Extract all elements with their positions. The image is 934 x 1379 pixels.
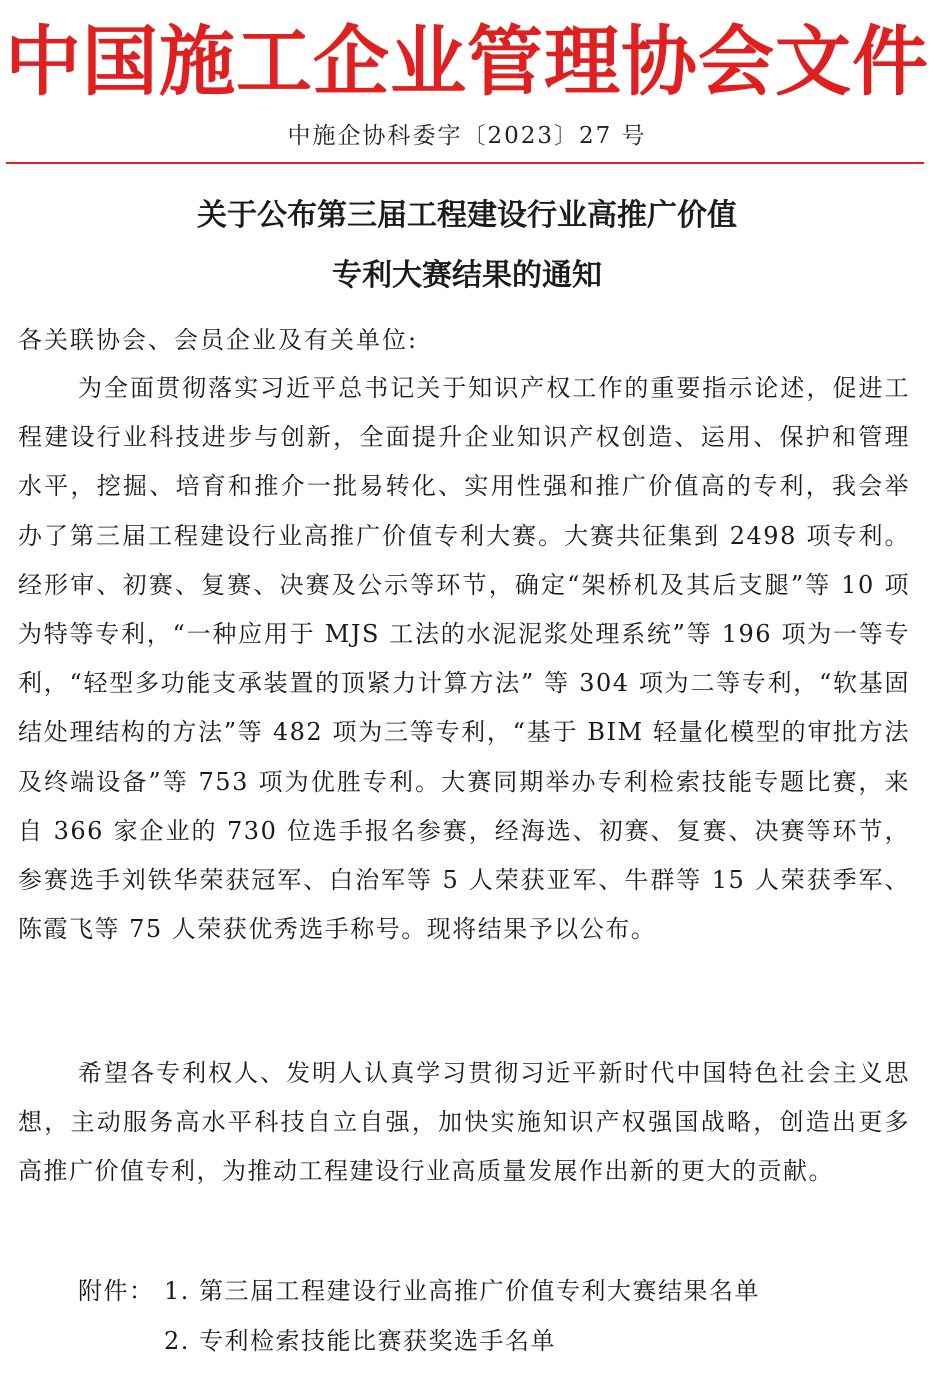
notice-title-line-2: 专利大赛结果的通知 xyxy=(332,258,602,293)
salutation: 各关联协会、会员企业及有关单位: xyxy=(18,326,419,354)
notice-title-line-1: 关于公布第三届工程建设行业高推广价值 xyxy=(197,198,737,233)
body-paragraph-2: 希望各专利权人、发明人认真学习贯彻习近平新时代中国特色社会主义思想，主动服务高水平科技自立自强，加快实施知识产权强国战略，创造出更多高推广价值专利，为推动工程建设行业高质量发展作出新的更大的贡献。 xyxy=(18,1059,910,1186)
document-header-title: 中国施工企业管理协会文件 xyxy=(5,17,929,106)
attachment-item: 1. 第三届工程建设行业高推广价值专利大赛结果名单 xyxy=(164,1277,761,1305)
attachment-row-1 xyxy=(78,1266,760,1316)
attachments-label: 附件： xyxy=(78,1277,155,1305)
document-number: 中施企协科委字〔2023〕27 号 xyxy=(287,123,647,149)
header-divider xyxy=(6,162,924,164)
body-paragraph-1: 为全面贯彻落实习近平总书记关于知识产权工作的重要指示论述，促进工程建设行业科技进步与创新，全面提升企业知识产权创造、运用、保护和管理水平，挖掘、培育和推介一批易转化、实用性强和推广价值高的专利，我会举办了第三届工程建设行业高推广价值专利大赛。大赛共征集到 2498 项专利。经形审、初赛、复赛、决赛及公示等环节，确定“架桥机及其后支腿”等 10 项为特等专利，“一种应用于 MJS 工法的水泥泥浆处理系统”等 196 项为一等专利，“轻型多功能支承装置的顶紧力计算方法” 等 304 项为二等专利，“软基固结处理结构的方法”等 482 项为三等专利，“基于 BIM 轻量化模型的审批方法及终端设备”等 753 项为优胜专利。大赛同期举办专利检索技能专题比赛，来自 366 家企业的 730 位选手报名参赛，经海选、初赛、复赛、决赛等环节，参赛选手刘铁华荣获冠军、白治军等 5 人荣获亚军、牛群等 15 人荣获季军、陈霞飞等 75 人荣获优秀选手称号。现将结果予以公布。 xyxy=(18,374,910,944)
attachment-item: 2. 专利检索技能比赛获奖选手名单 xyxy=(164,1327,557,1355)
attachments-label-spacer xyxy=(78,1316,164,1366)
attachments-block xyxy=(78,1266,760,1366)
attachment-row-2 xyxy=(78,1316,760,1366)
